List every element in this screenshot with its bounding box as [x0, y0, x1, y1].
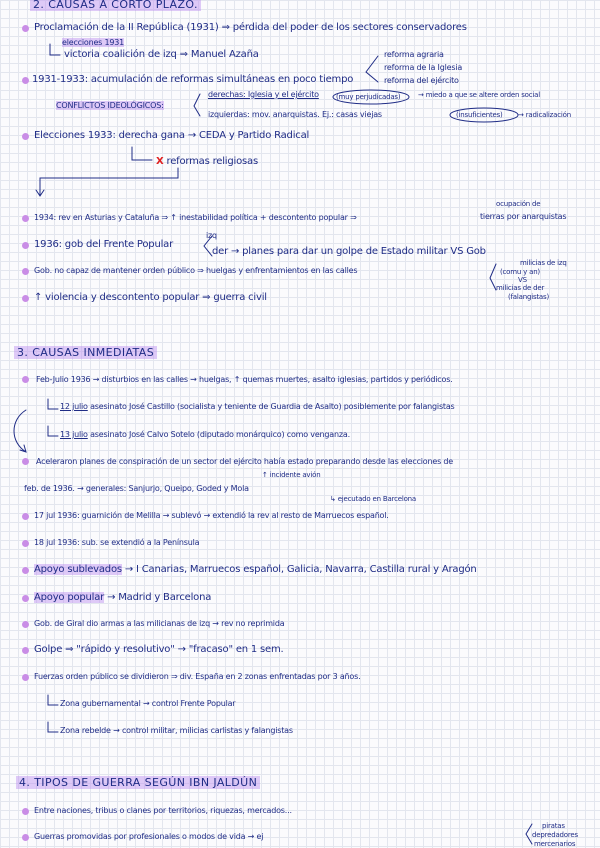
- bullet-dot: [22, 133, 29, 140]
- note-line: reforma del ejército: [384, 76, 459, 85]
- note-line: 1934: rev en Asturias y Cataluña ⇒ ↑ inestabilidad política + descontento popular ⇒: [34, 213, 357, 222]
- section-3-heading: 3. CAUSAS INMEDIATAS: [14, 346, 157, 359]
- note-line: (muy perjudicadas): [336, 93, 401, 101]
- note-line: (insuficientes): [456, 111, 503, 119]
- note-line: ↳ ejecutado en Barcelona: [330, 495, 417, 503]
- section-4-heading: 4. TIPOS DE GUERRA SEGÚN IBN JALDÚN: [16, 776, 260, 789]
- bullet-dot: [22, 621, 29, 628]
- bullet-dot: [22, 834, 29, 841]
- note-line: Apoyo sublevados → I Canarias, Marruecos español, Galicia, Navarra, Castilla rural y Aragón: [34, 564, 477, 575]
- note-line: Apoyo popular → Madrid y Barcelona: [34, 592, 212, 603]
- return-arrow: [36, 168, 178, 196]
- bullet-dot: [22, 513, 29, 520]
- note-line: CONFLICTOS IDEOLÓGICOS:: [56, 101, 164, 110]
- note-line: VS: [518, 276, 527, 284]
- bullet-dot: [22, 215, 29, 222]
- bullet-dot: [22, 647, 29, 654]
- note-line: mercenarios: [534, 840, 576, 848]
- bullet-dot: [22, 808, 29, 815]
- note-line: 17 jul 1936: guarnición de Melilla → sublevó → extendió la rev al resto de Marruecos español.: [34, 511, 389, 520]
- note-line: 1931-1933: acumulación de reformas simultáneas en poco tiempo: [32, 74, 354, 85]
- note-line: Feb-Julio 1936 → disturbios en las calles → huelgas, ↑ quemas muertes, asalto iglesias, partidos y periódicos.: [36, 375, 453, 384]
- note-line: Zona gubernamental → control Frente Popular: [60, 699, 236, 708]
- note-line: izquierdas: mov. anarquistas. Ej.: casas viejas: [208, 110, 382, 119]
- note-line: → miedo a que se altere orden social: [418, 91, 540, 99]
- note-line: X reformas religiosas: [156, 156, 258, 167]
- bullet-dot: [22, 295, 29, 302]
- bullet-dot: [22, 595, 29, 602]
- bullet-dot: [22, 376, 29, 383]
- bullet-dot: [22, 540, 29, 547]
- note-line: ocupación de: [496, 200, 541, 208]
- note-line: milicias de der: [496, 284, 545, 292]
- bullet-dot: [22, 674, 29, 681]
- arrow-hook: [48, 722, 58, 732]
- note-line: 1936: gob del Frente Popular: [34, 239, 173, 250]
- note-line: Golpe ⇒ "rápido y resolutivo" → "fracaso" en 1 sem.: [34, 644, 284, 655]
- bullet-dot: [22, 25, 29, 32]
- note-line: tierras por anarquistas: [480, 212, 567, 221]
- note-line: victoria coalición de izq ⇒ Manuel Azaña: [64, 49, 259, 60]
- note-line: Proclamación de la II República (1931) ⇒ pérdida del poder de los sectores conservadores: [34, 22, 467, 33]
- note-line: der → planes para dar un golpe de Estado militar VS Gob: [212, 246, 486, 257]
- note-line: milicias de izq: [520, 259, 567, 267]
- note-line: ↑ incidente avión: [262, 471, 321, 479]
- brace-conflicts: [194, 94, 200, 116]
- arrow-hook: [48, 399, 58, 409]
- note-line: reforma agraria: [384, 50, 444, 59]
- arrow-hook: [50, 44, 60, 55]
- loop-arrow: [14, 410, 26, 452]
- bullet-dot: [22, 567, 29, 574]
- note-line: Gob. de Giral dio armas a las milicianas de izq → rev no reprimida: [34, 619, 285, 628]
- note-line: piratas: [542, 822, 565, 830]
- note-line: izq: [206, 231, 217, 240]
- bullet-dot: [22, 458, 29, 465]
- note-line: depredadores: [532, 831, 578, 839]
- bullet-dot: [22, 268, 29, 275]
- note-line: Gob. no capaz de mantener orden público ⇒ huelgas y enfrentamientos en las calles: [34, 266, 358, 275]
- note-line: → radicalización: [518, 111, 571, 119]
- note-line: elecciones 1931: [62, 38, 125, 47]
- note-line: (comu y an): [500, 268, 540, 276]
- note-line: reforma de la Iglesia: [384, 63, 463, 72]
- note-line: ↑ violencia y descontento popular ⇒ guerra civil: [34, 292, 267, 303]
- note-line: Zona rebelde → control militar, milicias carlistas y falangistas: [60, 726, 293, 735]
- note-line: Guerras promovidas por profesionales o modos de vida → ej: [34, 832, 264, 841]
- note-line: 18 jul 1936: sub. se extendió a la Península: [34, 538, 200, 547]
- bullet-dot: [22, 242, 29, 249]
- note-line: (falangistas): [508, 293, 550, 301]
- arrow-hook: [132, 147, 152, 160]
- bullet-dot: [22, 77, 29, 84]
- note-line: Aceleraron planes de conspiración de un sector del ejército había estado preparando desde las elecciones de: [36, 457, 453, 466]
- note-line: derechas: Iglesia y el ejército: [208, 90, 319, 99]
- arrow-hook: [48, 426, 58, 436]
- note-line: Elecciones 1933: derecha gana → CEDA y Partido Radical: [34, 130, 310, 141]
- note-line: 13 julio asesinato José Calvo Sotelo (diputado monárquico) como venganza.: [60, 430, 350, 439]
- note-line: 12 julio asesinato José Castillo (socialista y teniente de Guardia de Asalto) posiblemente por falangistas: [60, 402, 455, 411]
- note-line: Fuerzas orden público se dividieron ⇒ div. España en 2 zonas enfrentadas por 3 años.: [34, 672, 361, 681]
- arrow-hook: [48, 695, 58, 705]
- note-line: Entre naciones, tribus o clanes por territorios, riquezas, mercados...: [34, 806, 292, 815]
- brace-reforms: [366, 56, 378, 82]
- note-line: feb. de 1936. → generales: Sanjurjo, Queipo, Goded y Mola: [24, 484, 249, 493]
- section-2-heading: 2. CAUSAS A CORTO PLAZO.: [30, 0, 201, 11]
